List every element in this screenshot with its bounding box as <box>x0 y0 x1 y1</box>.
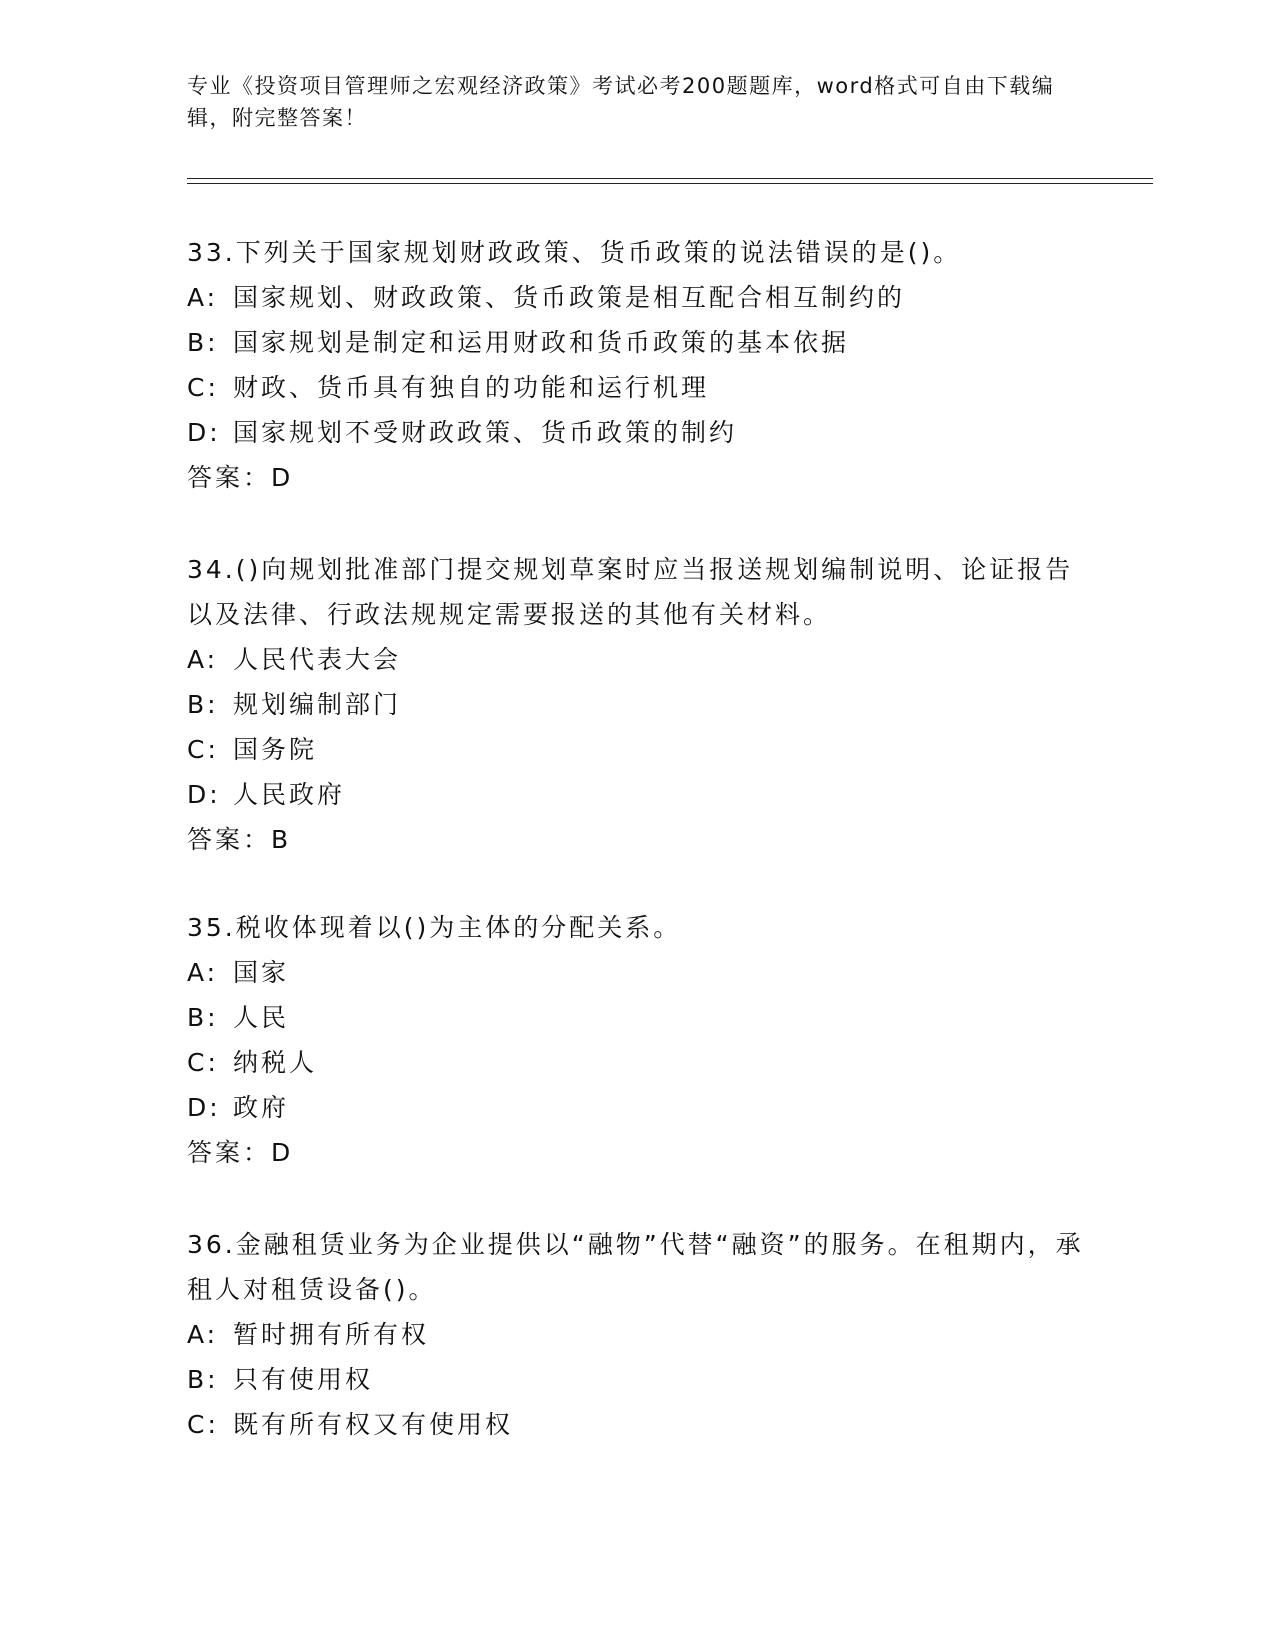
question-33 <box>187 230 1087 500</box>
option-a <box>187 637 1087 682</box>
option-a <box>187 950 1087 995</box>
option-a <box>187 1312 1087 1357</box>
question-stem: 33.下列关于国家规划财政政策、货币政策的说法错误的是()。 <box>187 238 962 267</box>
answer-value: B <box>271 825 290 854</box>
option-d <box>187 1085 1087 1130</box>
option-text: 国家规划是制定和运用财政和货币政策的基本依据 <box>233 328 850 357</box>
answer-label: 答案： <box>187 463 272 492</box>
header-divider-bottom <box>187 183 1153 184</box>
answer-value: D <box>271 1138 292 1167</box>
option-key: D: <box>187 1093 221 1122</box>
option-key: A: <box>187 1320 219 1349</box>
option-key: D: <box>187 418 221 447</box>
option-b <box>187 995 1087 1040</box>
option-key: D: <box>187 780 221 809</box>
option-b <box>187 682 1087 727</box>
option-text: 人民代表大会 <box>233 645 402 674</box>
question-stem: 35.税收体现着以()为主体的分配关系。 <box>187 913 682 942</box>
answer-line <box>187 1130 1087 1175</box>
option-d <box>187 410 1087 455</box>
document-header: 专业《投资项目管理师之宏观经济政策》考试必考200题题库，word格式可自由下载编辑，附完整答案！ <box>187 74 1055 130</box>
option-text: 财政、货币具有独自的功能和运行机理 <box>233 373 710 402</box>
option-key: A: <box>187 645 219 674</box>
option-b <box>187 1357 1087 1402</box>
option-key: B: <box>187 1365 219 1394</box>
option-text: 政府 <box>233 1093 290 1122</box>
option-c <box>187 1402 1087 1447</box>
option-text: 人民政府 <box>233 780 346 809</box>
option-key: A: <box>187 283 219 312</box>
question-stem: 34.()向规划批准部门提交规划草案时应当报送规划编制说明、论证报告以及法律、行政法规规定需要报送的其他有关材料。 <box>187 555 1074 629</box>
option-c <box>187 365 1087 410</box>
option-key: C: <box>187 373 219 402</box>
option-c <box>187 727 1087 772</box>
option-b <box>187 320 1087 365</box>
question-36 <box>187 1222 1087 1447</box>
answer-label: 答案： <box>187 825 272 854</box>
answer-label: 答案： <box>187 1138 272 1167</box>
question-35 <box>187 905 1087 1175</box>
option-text: 既有所有权又有使用权 <box>233 1410 514 1439</box>
option-key: A: <box>187 958 219 987</box>
question-34 <box>187 547 1087 862</box>
option-text: 国务院 <box>233 735 318 764</box>
option-text: 国家规划不受财政政策、货币政策的制约 <box>233 418 738 447</box>
option-text: 国家 <box>233 958 290 987</box>
option-text: 只有使用权 <box>233 1365 374 1394</box>
option-a <box>187 275 1087 320</box>
option-c <box>187 1040 1087 1085</box>
answer-value: D <box>271 463 292 492</box>
option-key: C: <box>187 1048 219 1077</box>
option-text: 暂时拥有所有权 <box>233 1320 430 1349</box>
header-divider-top <box>187 178 1153 179</box>
question-stem: 36.金融租赁业务为企业提供以“融物”代替“融资”的服务。在租期内，承租人对租赁设备()。 <box>187 1230 1084 1304</box>
option-key: B: <box>187 328 219 357</box>
option-d <box>187 772 1087 817</box>
option-text: 纳税人 <box>233 1048 318 1077</box>
answer-line <box>187 455 1087 500</box>
option-text: 国家规划、财政政策、货币政策是相互配合相互制约的 <box>233 283 906 312</box>
option-key: C: <box>187 735 219 764</box>
option-text: 规划编制部门 <box>233 690 402 719</box>
answer-line <box>187 817 1087 862</box>
option-key: B: <box>187 690 219 719</box>
option-key: B: <box>187 1003 219 1032</box>
option-text: 人民 <box>233 1003 290 1032</box>
option-key: C: <box>187 1410 219 1439</box>
